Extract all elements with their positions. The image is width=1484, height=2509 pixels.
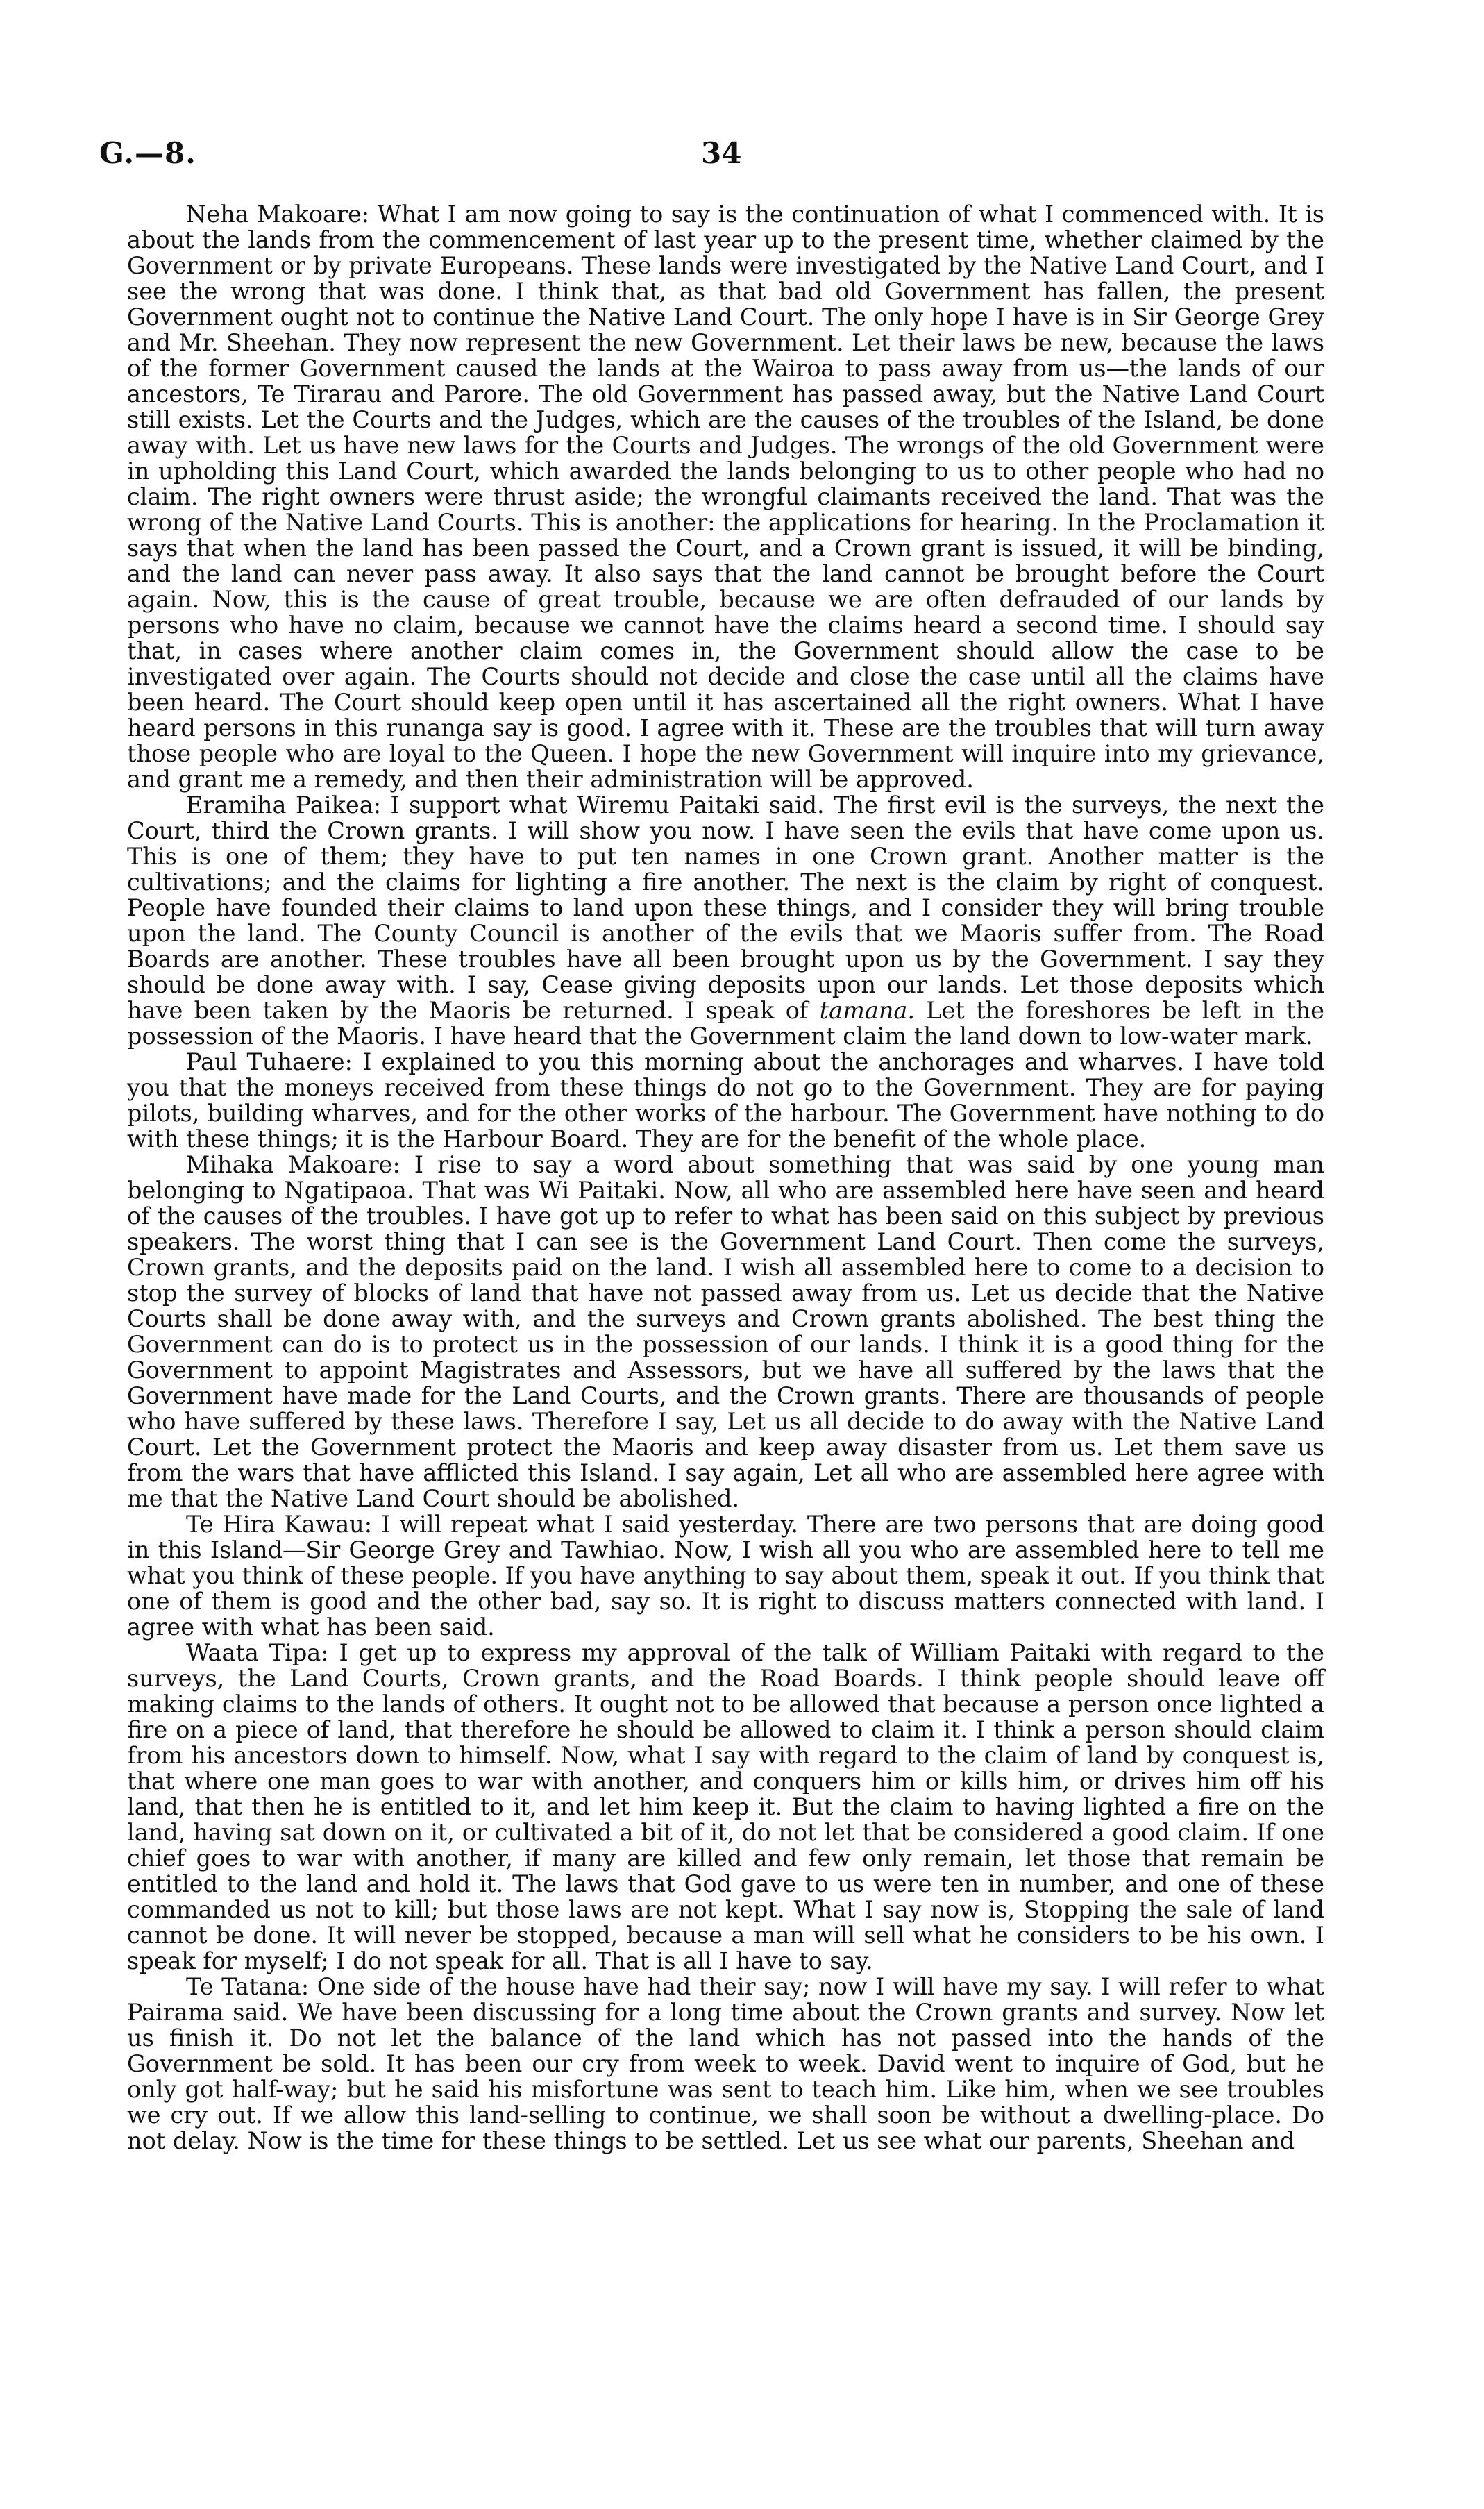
- speaker-name: Waata Tipa:: [186, 1639, 329, 1666]
- speaker-name: Neha Makoare:: [186, 201, 370, 228]
- italic-term: tamana.: [819, 997, 916, 1024]
- paragraph-text: I will repeat what I said yesterday. There are two persons that are doing good in this Island—Sir George Grey and Tawhiao. Now, I wish all you who are assembled here to tell me what you think of these people. If you have anything to say about them, speak it out. If you think that one of them is good and the other bad, say so. It is right to discuss matters connected with land. I agree with what has been said.: [127, 1511, 1324, 1640]
- paragraph-text: I explained to you this morning about the anchorages and wharves. I have told you that the moneys received from these things do not go to the Government. They are for paying pilots, building wharves, and for the other works of the harbour. The Government have nothing to do with these things; it is the Harbour Board. They are for the benefit of the whole place.: [127, 1048, 1324, 1152]
- paragraph-waata-tipa: [127, 1640, 1324, 1974]
- document-body: [127, 201, 1324, 2154]
- paragraph-text: I support what Wiremu Paitaki said. The first evil is the surveys, the next the Court, third the Crown grants. I will show you now. I have seen the evils that have come upon us. This is one of them; they have to put ten names in one Crown grant. Another matter is the cultivations; and the claims for lighting a fire another. The next is the claim by right of conquest. People have founded their claims to land upon these things, and I consider they will bring trouble upon the land. The County Council is another of the evils that we Maoris suffer from. The Road Boards are another. These troubles have all been brought upon us by the Government. I say they should be done away with. I say, Cease giving deposits upon our lands. Let those deposits which have been taken by the Maoris be returned. I speak of: [127, 791, 1324, 1024]
- speaker-name: Mihaka Makoare:: [186, 1151, 400, 1178]
- paragraph-neha-makoare: [127, 201, 1324, 792]
- paragraph-te-hira-kawau: [127, 1511, 1324, 1640]
- document-reference: G.—8.: [99, 136, 196, 170]
- paragraph-mihaka-makoare: [127, 1152, 1324, 1511]
- speaker-name: Te Tatana:: [186, 1973, 310, 2000]
- paragraph-te-tatana: [127, 1974, 1324, 2154]
- paragraph-text-continued: Let the foreshores be left in the possession of the Maoris. I have heard that the Government claim the land down to low-water mark.: [127, 997, 1324, 1050]
- speaker-name: Eramiha Paikea:: [186, 791, 382, 819]
- paragraph-paul-tuhaere: [127, 1049, 1324, 1152]
- paragraph-eramiha-paikea: [127, 792, 1324, 1049]
- speaker-name: Paul Tuhaere:: [186, 1048, 353, 1075]
- speaker-name: Te Hira Kawau:: [186, 1511, 373, 1538]
- paragraph-text: I rise to say a word about something that was said by one young man belonging to Ngatipaoa. That was Wi Paitaki. Now, all who are assembled here have seen and heard of the causes of the troubles. I have got up to refer to what has been said on this subject by previous speakers. The worst thing that I can see is the Government Land Court. Then come the surveys, Crown grants, and the deposits paid on the land. I wish all assembled here to come to a decision to stop the survey of blocks of land that have not passed away from us. Let us decide that the Native Courts shall be done away with, and the surveys and Crown grants abolished. The best thing the Government can do is to protect us in the possession of our lands. I think it is a good thing for the Government to appoint Magistrates and Assessors, but we have all suffered by the laws that the Government have made for the Land Courts, and the Crown grants. There are thousands of people who have suffered by these laws. Therefore I say, Let us all decide to do away with the Native Land Court. Let the Government protect the Maoris and keep away disaster from us. Let them save us from the wars that have afflicted this Island. I say again, Let all who are assembled here agree with me that the Native Land Court should be abolished.: [127, 1151, 1324, 1512]
- paragraph-text: I get up to express my approval of the talk of William Paitaki with regard to the surveys, the Land Courts, Crown grants, and the Road Boards. I think people should leave off making claims to the lands of others. It ought not to be allowed that because a person once lighted a fire on a piece of land, that therefore he should be allowed to claim it. I think a person should claim from his ancestors down to himself. Now, what I say with regard to the claim of land by conquest is, that where one man goes to war with another, and conquers him or kills him, or drives him off his land, that then he is entitled to it, and let him keep it. But the claim to having lighted a fire on the land, having sat down on it, or cultivated a bit of it, do not let that be considered a good claim. If one chief goes to war with another, if many are killed and few only remain, let those that remain be entitled to the land and hold it. The laws that God gave to us were ten in number, and one of these commanded us not to kill; but those laws are not kept. What I say now is, Stopping the sale of land cannot be done. It will never be stopped, because a man will sell what he considers to be his own. I speak for myself; I do not speak for all. That is all I have to say.: [127, 1639, 1324, 1974]
- paragraph-text: One side of the house have had their say; now I will have my say. I will refer to what Pairama said. We have been discussing for a long time about the Crown grants and survey. Now let us finish it. Do not let the balance of the land which has not passed into the hands of the Government be sold. It has been our cry from week to week. David went to inquire of God, but he only got half-way; but he said his misfortune was sent to teach him. Like him, when we see troubles we cry out. If we allow this land-selling to continue, we shall soon be without a dwelling-place. Do not delay. Now is the time for these things to be settled. Let us see what our parents, Sheehan and: [127, 1973, 1325, 2154]
- paragraph-text: What I am now going to say is the continuation of what I commenced with. It is about the lands from the commencement of last year up to the present time, whether claimed by the Government or by private Europeans. These lands were investigated by the Native Land Court, and I see the wrong that was done. I think that, as that bad old Government has fallen, the present Government ought not to continue the Native Land Court. The only hope I have is in Sir George Grey and Mr. Sheehan. They now represent the new Government. Let their laws be new, because the laws of the former Government caused the lands at the Wairoa to pass away from us—the lands of our ancestors, Te Tirarau and Parore. The old Government has passed away, but the Native Land Court still exists. Let the Courts and the Judges, which are the causes of the troubles of the Island, be done away with. Let us have new laws for the Courts and Judges. The wrongs of the old Government were in upholding this Land Court, which awarded the lands belonging to us to other people who had no claim. The right owners were thrust aside; the wrongful claimants received the land. That was the wrong of the Native Land Courts. This is another: the applications for hearing. In the Proclamation it says that when the land has been passed the Court, and a Crown grant is issued, it will be binding, and the land can never pass away. It also says that the land cannot be brought before the Court again. Now, this is the cause of great trouble, because we are often defrauded of our lands by persons who have no claim, because we cannot have the claims heard a second time. I should say that, in cases where another claim comes in, the Government should allow the case to be investigated over again. The Courts should not decide and close the case until all the claims have been heard. The Court should keep open until it has ascertained all the right owners. What I have heard persons in this runanga say is good. I agree with it. These are the troubles that will turn away those people who are loyal to the Queen. I hope the new Government will inquire into my grievance, and grant me a remedy, and then their administration will be approved.: [127, 201, 1324, 793]
- page-number: 34: [701, 136, 742, 170]
